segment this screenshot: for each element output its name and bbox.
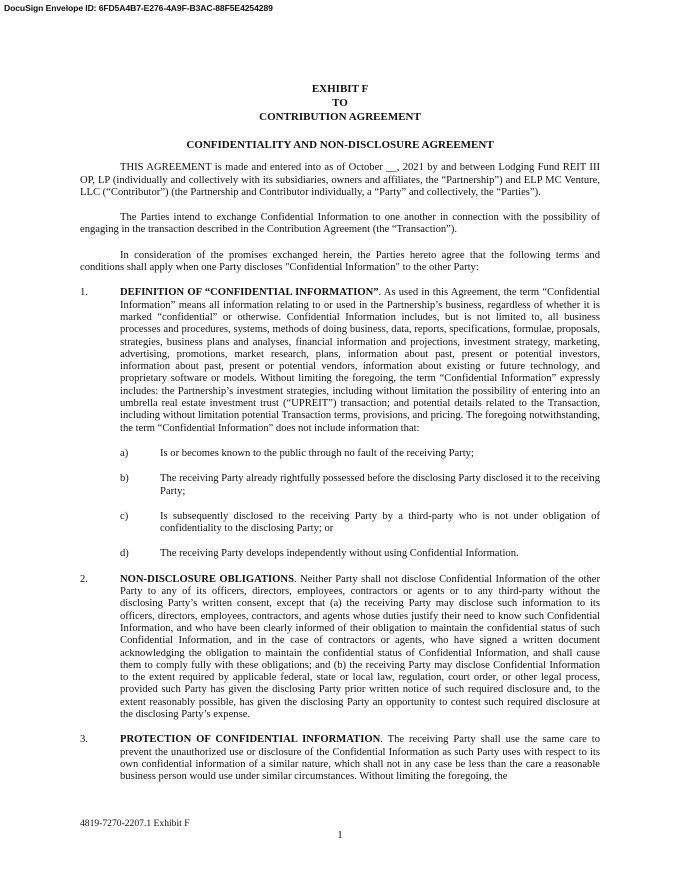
consideration-paragraph: In consideration of the promises exchanged herein, the Parties hereto agree that the following terms and conditions shall apply when one Party discloses "Confidential Information" to the other Party: [80, 249, 600, 274]
section-heading: PROTECTION OF CONFIDENTIAL INFORMATION [120, 734, 381, 746]
section-text: . Neither Party shall not disclose Confidential Information of the other Party to any of its officers, directors, employees, contractors or agents or to any third-party without the disclosing Party’s written consent, except that (a) the receiving Party may disclose such information to its officers, directors, employees, contractors, and agents whose duties justify their need to know such Confidential Information, and who have been clearly informed of their obligation to maintain the confidential status of such Confidential Information, and in the case of contractors or agents, who have signed a written document acknowledging the obligation to maintain the confidential status of Confidential Information, and shall cause them to comply fully with these obligations; and (b) the receiving Party may disclose Confidential Information to the extent required by applicable federal, state or local law, regulation, court order, or other legal process, provided such Party has given the disclosing Party prior written notice of such required disclosure and, to the extent reasonably possible, has given the disclosing Party an opportunity to contest such required disclosure at the disclosing Party’s expense. [120, 573, 600, 720]
subitem-a [80, 448, 600, 460]
docusign-envelope-id: DocuSign Envelope ID: 6FD5A4B7-E276-4A9F-B3AC-88F5E4254289 [4, 3, 273, 13]
purpose-paragraph: The Parties intend to exchange Confidential Information to one another in connection with the possibility of engaging in the transaction described in the Contribution Agreement (the “Transaction”). [80, 212, 600, 236]
section-text: . As used in this Agreement, the term “Confidential Information” means all information relating to or used in the Partnership’s business, regardless of whether it is marked “confidential” or otherwise. Confidential Information includes, but is not limited to, all business processes and procedures, systems, methods of doing business, data, reports, specifications, formulae, proposals, strategies, business plans and analyses, financial information and projections, investment strategy, marketing, advertising, promotions, market research, plans, information about past, present or potential investors, information about past, present or potential vendors, information about existing or future technology, and proprietary software or models. Without limiting the foregoing, the term “Confidential Information” expressly includes: the Partnership’s investment strategies, including without limitation the possibility of entering into an umbrella real estate investment trust (“UPREIT”) transaction; and potential details related to the Transaction, including without limitation potential Transaction terms, provisions, and pricing. The foregoing notwithstanding, the term “Confidential Information” does not include information that: [120, 287, 600, 434]
section-number: 2. [80, 573, 88, 585]
subitem-number: c) [120, 510, 129, 522]
subitem-text: Is or becomes known to the public through no fault of the receiving Party; [160, 447, 474, 459]
exhibit-title: EXHIBIT F [311, 83, 369, 95]
page-number: 1 [337, 829, 343, 841]
intro-paragraph: THIS AGREEMENT is made and entered into as of October __, 2021 by and between Lodging Fund REIT III OP, LP (individually and collectively with its subsidiaries, owners and affiliates, the “Partnership”) and ELP MC Venture, LLC (“Contributor”) (the Partnership and Contributor individually, a “Party” and collectively, the “Parties”). [80, 162, 600, 198]
subitem-c [80, 511, 600, 536]
subitem-number: d) [120, 548, 129, 560]
section-text: . The receiving Party shall use the same care to prevent the unauthorized use or disclosure of the Confidential Information as such Party uses with respect to its own confidential information of a similar nature, which shall not in any case be less than the care a reasonable business person would use under similar circumstances. Without limiting the foregoing, the [120, 734, 601, 783]
section-number: 1. [80, 287, 88, 299]
section-1 [80, 287, 600, 435]
exhibit-to: TO [332, 97, 348, 109]
agreement-subtitle: CONFIDENTIALITY AND NON-DISCLOSURE AGREEMENT [186, 139, 494, 151]
document-page [80, 0, 600, 783]
subitem-b [80, 473, 600, 498]
footer-document-id: 4819-7270-2207.1 Exhibit F [80, 818, 190, 829]
section-heading: NON-DISCLOSURE OBLIGATIONS [120, 573, 294, 585]
subitem-text: The receiving Party develops independently without using Confidential Information. [160, 548, 519, 560]
subitem-d [80, 548, 600, 560]
section-number: 3. [80, 734, 88, 746]
subitem-text: Is subsequently disclosed to the receiving Party by a third-party who is not under obligation of confidentiality to the disclosing Party; or [160, 510, 600, 535]
section-heading: DEFINITION OF “CONFIDENTIAL INFORMATION” [120, 287, 379, 299]
section-3 [80, 734, 600, 783]
exhibit-agreement-name: CONTRIBUTION AGREEMENT [259, 111, 421, 123]
subitem-number: a) [120, 447, 129, 459]
subitem-text: The receiving Party already rightfully possessed before the disclosing Party disclosed it to the receiving Party; [160, 473, 600, 497]
subitem-number: b) [120, 473, 129, 485]
section-2 [80, 574, 600, 722]
